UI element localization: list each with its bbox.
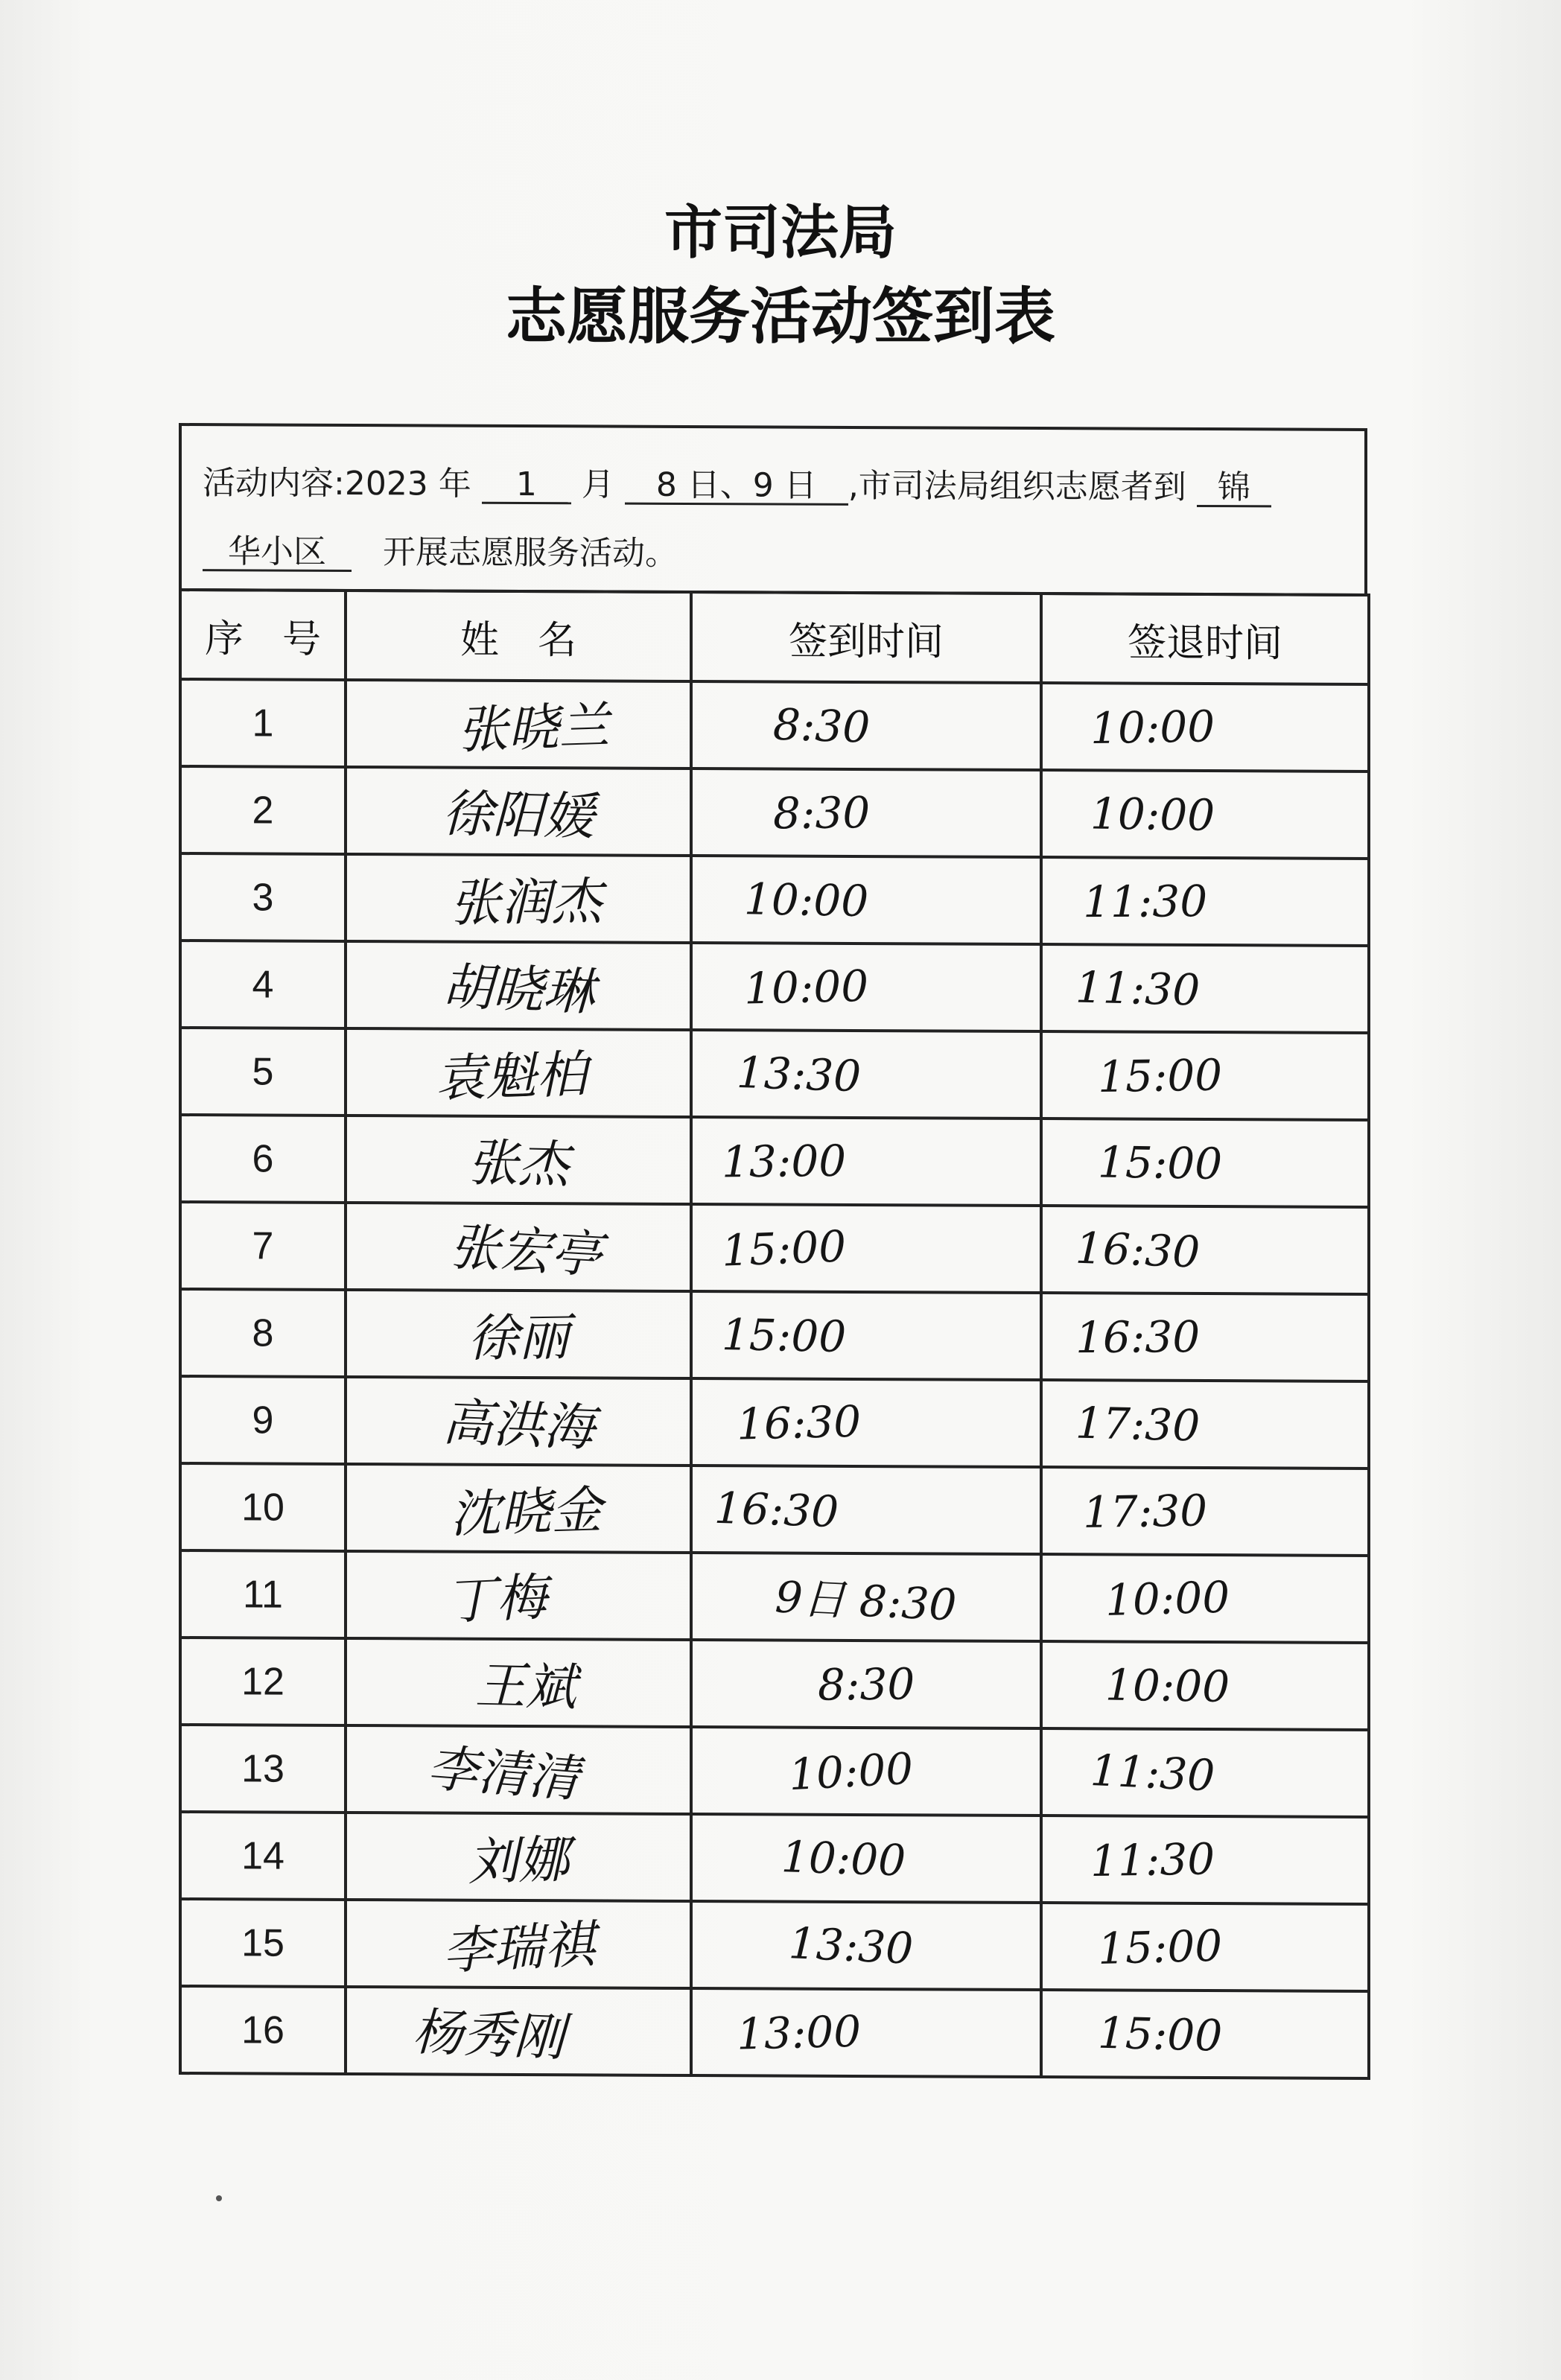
row-seq: 6 bbox=[252, 1136, 274, 1181]
row-sign-in-cell bbox=[691, 1727, 1041, 1816]
row-seq: 4 bbox=[252, 962, 274, 1007]
row-sign-in-cell bbox=[691, 1640, 1041, 1728]
row-seq-cell bbox=[180, 1550, 346, 1638]
row-sign-out-cell bbox=[1041, 1816, 1369, 1904]
row-sign-in-time: 13:00 bbox=[721, 1135, 848, 1187]
row-sign-out-time: 10:00 bbox=[1090, 700, 1216, 754]
row-sign-in-time: 15:00 bbox=[721, 1308, 848, 1362]
row-sign-out-time: 10:00 bbox=[1105, 1659, 1230, 1712]
sign-in-table bbox=[179, 588, 1370, 2080]
row-signature-name: 杨秀刚 bbox=[411, 2002, 566, 2068]
activity-organizer-text: ,市司法局组织志愿者到 bbox=[848, 466, 1186, 506]
row-signature-name: 张润杰 bbox=[449, 872, 603, 934]
header-sign-out-time: 签退时间 bbox=[1041, 594, 1369, 684]
row-seq-cell bbox=[180, 766, 346, 854]
document-subtitle: 志愿服务活动签到表 bbox=[505, 281, 1055, 352]
row-sign-out-cell bbox=[1041, 1293, 1369, 1381]
row-sign-in-cell bbox=[691, 1117, 1041, 1206]
row-seq-cell bbox=[180, 1115, 346, 1203]
row-name-cell bbox=[346, 1638, 691, 1727]
row-sign-out-cell bbox=[1041, 1728, 1369, 1817]
table-row bbox=[180, 1202, 1369, 1294]
row-sign-out-time: 11:30 bbox=[1075, 961, 1201, 1016]
row-name-cell bbox=[346, 1028, 691, 1117]
row-seq: 1 bbox=[252, 701, 274, 745]
row-sign-in-time: 13:30 bbox=[788, 1917, 915, 1974]
row-sign-in-time: 13:30 bbox=[736, 1046, 862, 1101]
month-unit: 月 bbox=[581, 465, 614, 504]
row-sign-out-cell bbox=[1041, 857, 1369, 946]
row-seq-cell bbox=[180, 941, 346, 1028]
row-sign-in-cell bbox=[691, 681, 1041, 770]
row-sign-in-cell bbox=[691, 943, 1041, 1031]
row-sign-in-time: 8:30 bbox=[817, 1658, 915, 1711]
row-name-cell bbox=[346, 1464, 691, 1553]
row-name-cell bbox=[346, 1900, 691, 1988]
row-signature-name: 沈晓金 bbox=[448, 1480, 603, 1545]
row-signature-name: 丁梅 bbox=[444, 1568, 549, 1632]
row-name-cell bbox=[346, 854, 691, 943]
row-seq-cell bbox=[180, 1202, 346, 1290]
activity-place-part-2: 华小区 bbox=[203, 535, 352, 572]
row-sign-in-time: 9日 8:30 bbox=[774, 1571, 958, 1631]
row-sign-out-time: 10:00 bbox=[1090, 787, 1215, 841]
row-sign-out-cell bbox=[1041, 1119, 1369, 1207]
row-signature-name: 李清清 bbox=[425, 1739, 582, 1810]
row-sign-in-time: 15:00 bbox=[721, 1220, 848, 1276]
table-row bbox=[180, 1638, 1369, 1730]
row-seq: 11 bbox=[243, 1572, 283, 1617]
row-sign-in-cell bbox=[691, 1204, 1041, 1293]
row-seq-cell bbox=[180, 1899, 346, 1987]
row-seq: 12 bbox=[241, 1659, 284, 1704]
activity-year: 2023 bbox=[344, 464, 428, 503]
header-seq: 序 号 bbox=[180, 590, 346, 680]
document-title: 市司法局 bbox=[664, 199, 897, 267]
row-seq-cell bbox=[180, 1289, 346, 1377]
row-sign-out-time: 15:00 bbox=[1097, 1049, 1224, 1102]
row-seq: 10 bbox=[241, 1485, 284, 1530]
ink-speck bbox=[216, 2195, 222, 2201]
activity-place-part-1: 锦 bbox=[1197, 471, 1271, 508]
row-name-cell bbox=[346, 1725, 691, 1814]
row-sign-out-cell bbox=[1041, 1206, 1369, 1294]
row-seq-cell bbox=[180, 1725, 346, 1813]
row-sign-out-cell bbox=[1041, 1467, 1369, 1556]
table-row bbox=[180, 1550, 1369, 1643]
row-signature-name: 徐阳媛 bbox=[442, 784, 595, 847]
row-signature-name: 刘娜 bbox=[466, 1830, 570, 1893]
row-signature-name: 袁魁柏 bbox=[433, 1045, 588, 1110]
row-sign-in-time: 10:00 bbox=[787, 1743, 915, 1800]
row-name-cell bbox=[346, 1551, 691, 1640]
row-seq-cell bbox=[180, 679, 346, 767]
activity-tail-text: 开展志愿服务活动。 bbox=[383, 533, 678, 573]
row-name-cell bbox=[346, 1377, 691, 1466]
row-sign-in-cell bbox=[691, 1553, 1041, 1641]
row-sign-in-time: 16:30 bbox=[713, 1482, 840, 1537]
row-seq-cell bbox=[180, 1028, 346, 1116]
row-seq: 13 bbox=[241, 1746, 284, 1791]
row-seq: 7 bbox=[252, 1224, 274, 1268]
activity-content-label: 活动内容: bbox=[203, 464, 345, 503]
table-row bbox=[180, 853, 1369, 946]
row-sign-in-time: 10:00 bbox=[743, 873, 870, 926]
row-sign-in-time: 10:00 bbox=[743, 960, 870, 1014]
row-seq: 16 bbox=[241, 2008, 284, 2052]
row-name-cell bbox=[346, 680, 691, 769]
row-name-cell bbox=[346, 1813, 691, 1901]
activity-description-line-1 bbox=[203, 456, 1271, 508]
activity-description-box bbox=[179, 423, 1367, 596]
table-row bbox=[180, 1725, 1369, 1817]
row-sign-out-time: 16:30 bbox=[1075, 1311, 1201, 1363]
row-sign-in-cell bbox=[691, 1901, 1041, 1990]
row-seq: 14 bbox=[241, 1833, 284, 1878]
table-row bbox=[180, 941, 1369, 1033]
row-sign-out-time: 11:30 bbox=[1083, 875, 1208, 927]
row-sign-in-cell bbox=[691, 1378, 1041, 1467]
row-sign-in-cell bbox=[691, 769, 1041, 857]
row-sign-out-time: 15:00 bbox=[1097, 2007, 1224, 2061]
table-row bbox=[180, 766, 1369, 859]
table-row bbox=[180, 1028, 1369, 1120]
row-sign-out-time: 17:30 bbox=[1075, 1397, 1201, 1451]
table-row bbox=[180, 1899, 1369, 1991]
row-sign-out-time: 15:00 bbox=[1098, 1136, 1223, 1189]
row-sign-out-cell bbox=[1041, 944, 1369, 1033]
row-sign-out-time: 10:00 bbox=[1104, 1571, 1231, 1626]
row-sign-in-time: 10:00 bbox=[780, 1830, 907, 1886]
row-name-cell bbox=[346, 1290, 691, 1378]
row-signature-name: 胡晓琳 bbox=[441, 958, 596, 1022]
row-sign-out-cell bbox=[1041, 1380, 1369, 1469]
header-name: 姓 名 bbox=[346, 591, 691, 681]
row-sign-out-time: 11:30 bbox=[1090, 1744, 1216, 1801]
table-row bbox=[180, 1376, 1369, 1469]
table-body bbox=[180, 679, 1369, 2078]
row-sign-in-cell bbox=[691, 1814, 1041, 1903]
row-seq-cell bbox=[180, 1812, 346, 1900]
table-row bbox=[180, 1986, 1369, 2078]
row-signature-name: 张晓兰 bbox=[456, 696, 611, 761]
row-sign-out-time: 16:30 bbox=[1075, 1222, 1201, 1278]
row-sign-out-cell bbox=[1041, 683, 1369, 771]
row-name-cell bbox=[346, 767, 691, 856]
sign-in-sheet bbox=[179, 423, 1370, 2096]
row-signature-name: 张宏亭 bbox=[448, 1218, 603, 1285]
row-seq: 15 bbox=[241, 1921, 284, 1965]
row-sign-in-cell bbox=[691, 1988, 1041, 2077]
row-sign-in-cell bbox=[691, 1466, 1041, 1554]
row-seq-cell bbox=[180, 1986, 346, 2074]
table-row bbox=[180, 1812, 1369, 1904]
row-seq: 3 bbox=[252, 875, 274, 920]
row-sign-in-time: 8:30 bbox=[772, 699, 871, 753]
row-sign-in-time: 13:00 bbox=[736, 2005, 862, 2060]
row-sign-in-time: 8:30 bbox=[772, 786, 871, 839]
activity-month: 1 bbox=[482, 468, 571, 505]
row-sign-out-time: 15:00 bbox=[1097, 1920, 1224, 1974]
row-signature-name: 张杰 bbox=[467, 1133, 570, 1195]
row-name-cell bbox=[346, 1116, 691, 1204]
row-sign-out-time: 11:30 bbox=[1090, 1833, 1216, 1886]
table-row bbox=[180, 1463, 1369, 1556]
row-sign-in-cell bbox=[691, 1291, 1041, 1380]
table-row bbox=[180, 679, 1369, 771]
row-sign-out-cell bbox=[1041, 770, 1369, 859]
row-name-cell bbox=[346, 1203, 691, 1291]
table-row bbox=[180, 1115, 1369, 1207]
row-signature-name: 李瑞祺 bbox=[441, 1915, 597, 1982]
row-sign-out-cell bbox=[1041, 1903, 1369, 1991]
year-unit: 年 bbox=[438, 465, 471, 503]
row-seq-cell bbox=[180, 1463, 346, 1551]
row-sign-in-cell bbox=[691, 856, 1041, 944]
activity-description-line-2 bbox=[203, 524, 678, 574]
row-seq: 9 bbox=[252, 1398, 274, 1442]
table-header-row bbox=[180, 590, 1369, 684]
row-seq: 5 bbox=[252, 1049, 274, 1094]
row-name-cell bbox=[346, 941, 691, 1030]
row-seq: 2 bbox=[252, 788, 274, 833]
row-sign-in-time: 16:30 bbox=[736, 1396, 862, 1450]
row-sign-out-cell bbox=[1041, 1031, 1369, 1120]
row-sign-out-cell bbox=[1041, 1554, 1369, 1643]
row-signature-name: 王斌 bbox=[474, 1656, 577, 1718]
row-sign-in-cell bbox=[691, 1030, 1041, 1119]
row-seq-cell bbox=[180, 1638, 346, 1725]
row-signature-name: 高洪海 bbox=[441, 1393, 596, 1458]
row-seq-cell bbox=[180, 1376, 346, 1464]
row-sign-out-cell bbox=[1041, 1990, 1369, 2078]
row-name-cell bbox=[346, 1987, 691, 2075]
row-seq-cell bbox=[180, 853, 346, 941]
row-sign-out-cell bbox=[1041, 1641, 1369, 1730]
row-seq: 8 bbox=[252, 1311, 274, 1355]
table-row bbox=[180, 1289, 1369, 1381]
activity-days: 8 日、9 日 bbox=[625, 468, 848, 506]
row-sign-out-time: 17:30 bbox=[1082, 1484, 1209, 1538]
header-sign-in-time: 签到时间 bbox=[691, 592, 1041, 683]
row-signature-name: 徐丽 bbox=[467, 1308, 570, 1369]
